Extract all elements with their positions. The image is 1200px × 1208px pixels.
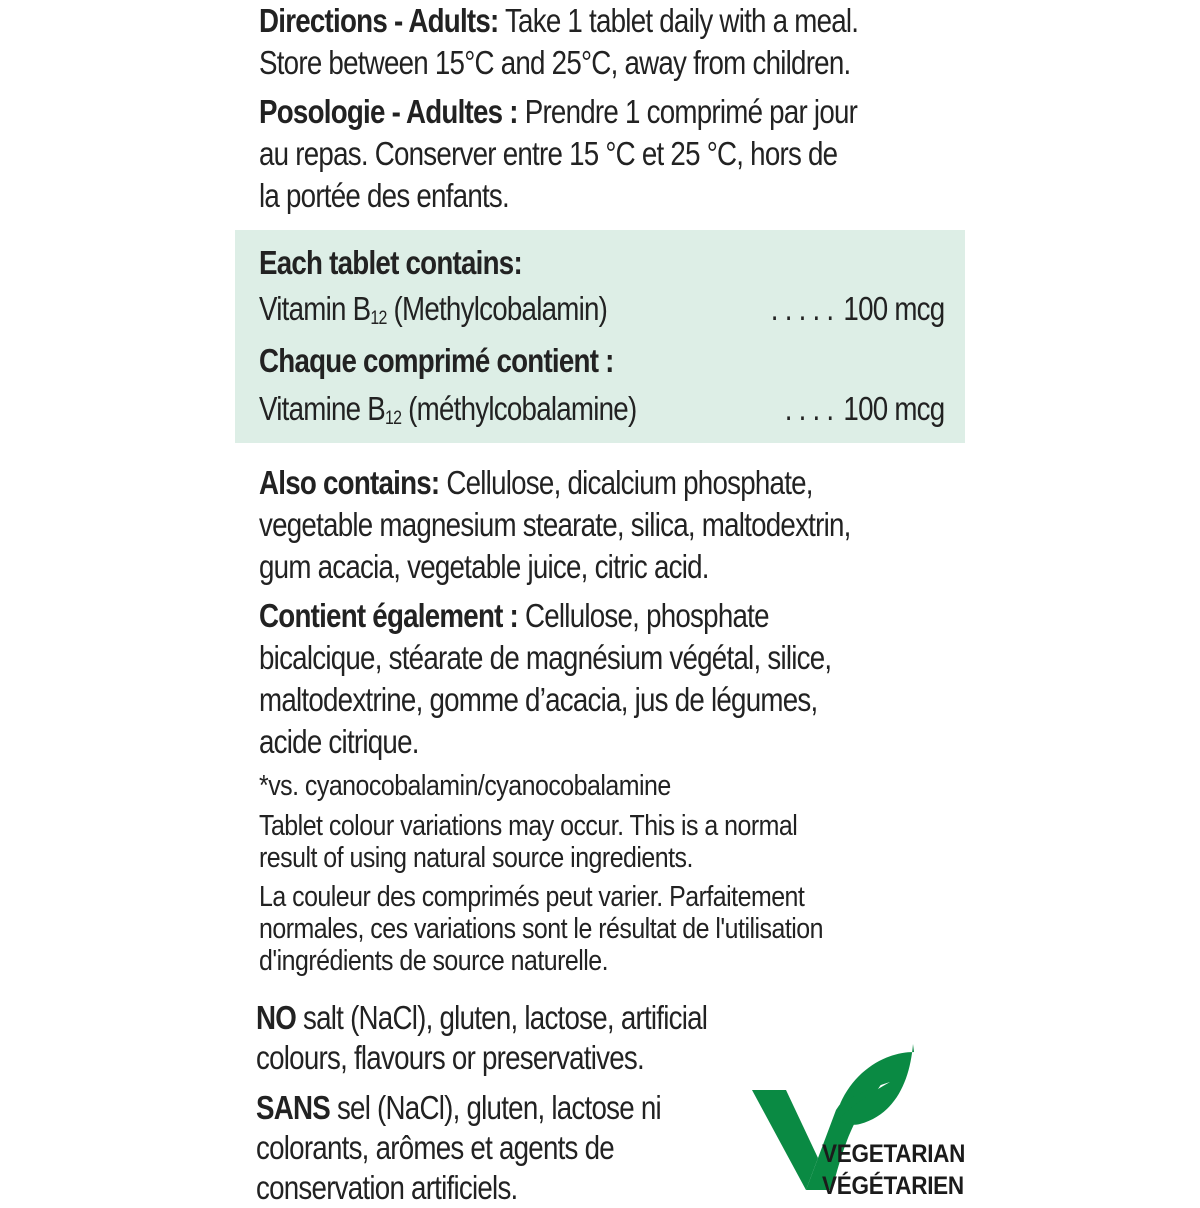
- free-fr-line1: SANS sel (NaCl), gluten, lactose ni: [256, 1089, 661, 1126]
- free-en-line1: NO salt (NaCl), gluten, lactose, artificial: [256, 999, 708, 1036]
- free-en-line2: colours, flavours or preservatives.: [256, 1039, 644, 1076]
- also-en-line1: Also contains: Cellulose, dicalcium phosphate,: [259, 464, 813, 501]
- contents-fr-ingredient: Vitamine $B_{12}$ (méthylcobalamine): [259, 390, 637, 429]
- contents-en-ingredient: Vitamin $B_{12}$ (Methylcobalamin): [259, 290, 608, 329]
- contents-en-heading: Each tablet contains:: [259, 244, 522, 281]
- contents-fr-dots: . . . .: [784, 390, 834, 427]
- also-fr-line4: acide citrique.: [259, 723, 419, 760]
- notes-fr-line1: La couleur des comprimés peut varier. Parfaitement: [259, 881, 805, 913]
- directions-section: [259, 0, 858, 217]
- also-en-line3: gum acacia, vegetable juice, citric acid.: [259, 548, 709, 585]
- directions-fr-line2: au repas. Conserver entre 15 °C et 25 °C, hors de: [259, 135, 838, 172]
- notes-fr-line2: normales, ces variations sont le résultat de l'utilisation: [259, 913, 823, 945]
- directions-fr-label: Posologie - Adultes :: [259, 93, 518, 130]
- contents-en-amount: 100 mcg: [843, 290, 945, 327]
- notes-fr-line3: d'ingrédients de source naturelle.: [259, 945, 609, 977]
- contents-fr-heading: Chaque comprimé contient :: [259, 342, 614, 379]
- vegetarian-label-en: VEGETARIAN: [822, 1140, 966, 1168]
- free-from-section: [256, 998, 707, 1208]
- free-fr-line2: colorants, arômes et agents de: [256, 1129, 614, 1166]
- contents-fr-row: [259, 388, 944, 430]
- directions-en-label: Directions - Adults:: [259, 2, 499, 39]
- also-fr-line2: bicalcique, stéarate de magnésium végétal, silice,: [259, 639, 832, 676]
- directions-en-line2: Store between 15°C and 25°C, away from children.: [259, 44, 851, 81]
- directions-fr-line1: Posologie - Adultes : Prendre 1 comprimé par jour: [259, 93, 858, 130]
- free-fr-line3: conservation artificiels.: [256, 1169, 518, 1206]
- notes-en-line2: result of using natural source ingredients.: [259, 842, 693, 874]
- directions-en-line1: Directions - Adults: Take 1 tablet daily with a meal.: [259, 2, 859, 39]
- directions-fr-line3: la portée des enfants.: [259, 177, 509, 214]
- notes-en-line1: Tablet colour variations may occur. This is a normal: [259, 810, 798, 842]
- free-fr-label: SANS: [256, 1089, 330, 1126]
- vegetarian-label-fr: VÉGÉTARIEN: [822, 1172, 964, 1200]
- also-contains-section: [259, 462, 851, 763]
- contents-fr-amount: 100 mcg: [843, 390, 945, 427]
- contents-en-dots: . . . . .: [770, 290, 834, 327]
- notes-section: [259, 770, 823, 977]
- also-fr-label: Contient également :: [259, 597, 519, 634]
- also-fr-line3: maltodextrine, gomme d’acacia, jus de légumes,: [259, 681, 818, 718]
- contents-en-row: [259, 288, 944, 330]
- also-en-line2: vegetable magnesium stearate, silica, maltodextrin,: [259, 506, 851, 543]
- also-fr-line1: Contient également : Cellulose, phosphate: [259, 597, 769, 634]
- also-en-label: Also contains:: [259, 464, 440, 501]
- footnote: *vs. cyanocobalamin/cyanocobalamine: [259, 770, 671, 802]
- free-en-label: NO: [256, 999, 297, 1036]
